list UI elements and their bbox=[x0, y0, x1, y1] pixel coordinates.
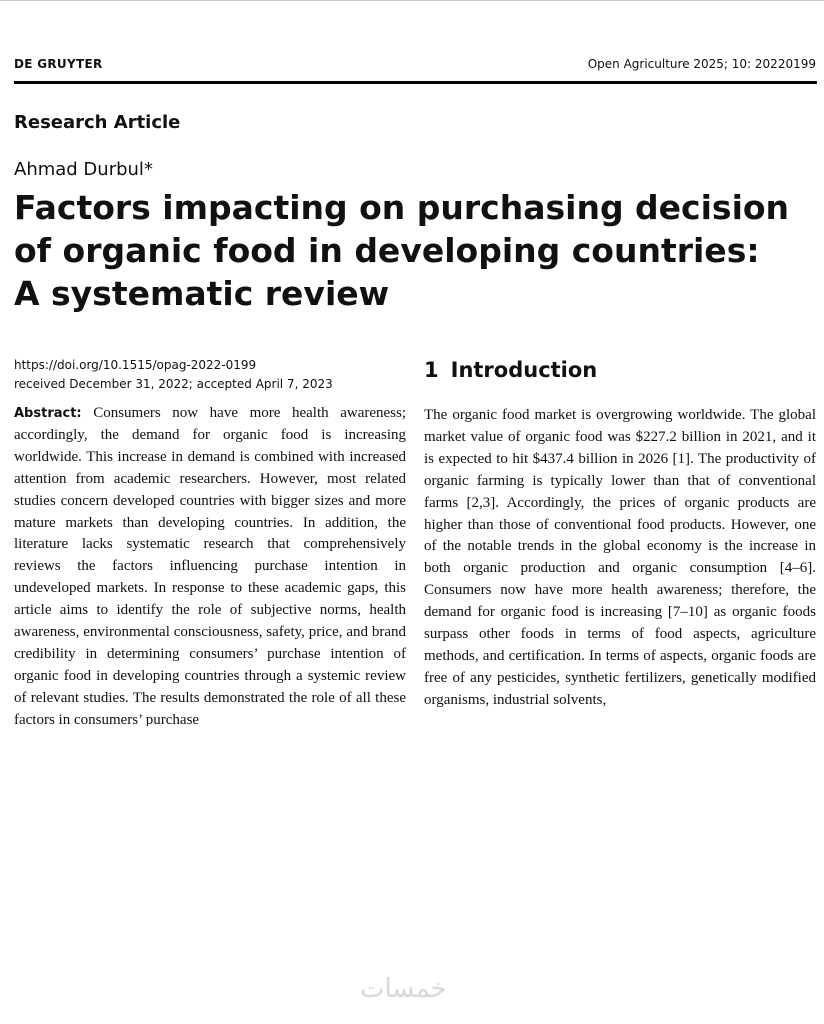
section-title: Introduction bbox=[450, 358, 598, 382]
article-metadata bbox=[14, 356, 333, 394]
section-number: 1 bbox=[424, 358, 439, 382]
abstract-label: Abstract: bbox=[14, 406, 82, 421]
received-accepted-dates: received December 31, 2022; accepted April 7, 2023 bbox=[14, 377, 333, 391]
introduction-body bbox=[424, 405, 816, 736]
journal-citation: Open Agriculture 2025; 10: 20220199 bbox=[587, 57, 816, 71]
abstract-text: Consumers now have more health awareness; accordingly, the demand for organic food is increasing worldwide. This increase in demand is combined with increased attention from academic researchers. However, most related studies concern developed countries with bigger sizes and more mature markets than developing countries. In addition, the literature lacks systematic research that comprehensively reviews the factors influencing purchase intention in undeveloped markets. In response to these academic gaps, this article aims to identify the role of subjective norms, health awareness, environmental consciousness, safety, price, and brand credibility in determining consumers’ purchase intention of organic food in developing countries through a systemic review of relevant studies. The results demonstrated the role of all these factors in consumers’ purchase bbox=[14, 405, 406, 726]
introduction-text: The organic food market is overgrowing worldwide. The global market value of organic food was $227.2 billion in 2021, and it is expected to hit $437.4 billion in 2026 [1]. The productivity of organic farming is typically lower than that of conventional farms [2,3]. Accordingly, the prices of organic products are higher than those of conventional food products. However, one of the notable trends in the global economy is the increase in both organic production and organic consumption [4–6]. Consumers now have more health awareness; therefore, the demand for organic food is increasing [7–10] as organic foods surpass other foods in terms of food aspects, agriculture methods, and certification. In terms of aspects, organic foods are free of any pesticides, synthetic fertilizers, genetically modified organisms, industrial solvents, bbox=[424, 407, 816, 708]
title-line: A systematic review bbox=[14, 274, 390, 313]
top-border bbox=[0, 0, 824, 1]
section-heading-introduction bbox=[424, 358, 597, 382]
title-line: Factors impacting on purchasing decision bbox=[14, 188, 790, 227]
author-name: Ahmad Durbul* bbox=[14, 159, 153, 180]
header-rule bbox=[14, 81, 817, 84]
abstract bbox=[14, 403, 406, 726]
publisher-name: DE GRUYTER bbox=[14, 57, 103, 71]
watermark-logo: خمسات bbox=[360, 974, 447, 1004]
title-line: of organic food in developing countries: bbox=[14, 231, 760, 270]
doi-link[interactable]: https://doi.org/10.1515/opag-2022-0199 bbox=[14, 358, 257, 372]
article-type: Research Article bbox=[14, 112, 181, 133]
article-title bbox=[14, 186, 790, 315]
